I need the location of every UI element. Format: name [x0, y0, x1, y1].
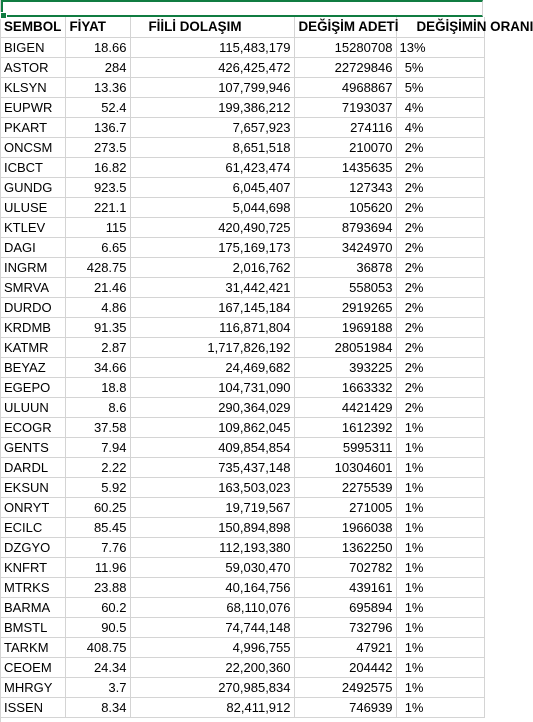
header-row: [1, 17, 484, 37]
cell-price[interactable]: 115: [65, 217, 130, 237]
cell-change-ratio[interactable]: 2%: [396, 197, 484, 217]
cell-price[interactable]: 8.6: [65, 397, 130, 417]
cell-symbol[interactable]: EKSUN: [1, 477, 65, 497]
table-row: [1, 497, 484, 517]
cell-symbol[interactable]: ASTOR: [1, 57, 65, 77]
cell-change-ratio[interactable]: 1%: [396, 617, 484, 637]
cell-change-ratio[interactable]: 2%: [396, 217, 484, 237]
header-cell-symbol[interactable]: SEMBOL: [1, 17, 65, 37]
cell-float[interactable]: 420,490,725: [130, 217, 294, 237]
cell-change-ratio[interactable]: 2%: [396, 257, 484, 277]
cell-change-ratio[interactable]: 2%: [396, 137, 484, 157]
cell-symbol[interactable]: INGRM: [1, 257, 65, 277]
table-row: [1, 37, 484, 57]
cell-change-count[interactable]: 2492575: [294, 677, 396, 697]
cell-price[interactable]: 18.8: [65, 377, 130, 397]
cell-symbol[interactable]: ONRYT: [1, 497, 65, 517]
cell-float[interactable]: 270,985,834: [130, 677, 294, 697]
cell-price[interactable]: 6.65: [65, 237, 130, 257]
table-row: [1, 257, 484, 277]
cell-float[interactable]: 167,145,184: [130, 297, 294, 317]
cell-change-count[interactable]: 1435635: [294, 157, 396, 177]
cell-change-ratio[interactable]: 1%: [396, 657, 484, 677]
cell-float[interactable]: 4,996,755: [130, 637, 294, 657]
cell-change-count[interactable]: 732796: [294, 617, 396, 637]
table-row: [1, 277, 484, 297]
cell-price[interactable]: 273.5: [65, 137, 130, 157]
cell-price[interactable]: 21.46: [65, 277, 130, 297]
cell-change-ratio[interactable]: 1%: [396, 697, 484, 717]
table-row: [1, 397, 484, 417]
cell-change-ratio[interactable]: 1%: [396, 417, 484, 437]
cell-change-count[interactable]: 22729846: [294, 57, 396, 77]
cell-price[interactable]: 18.66: [65, 37, 130, 57]
table-row: [1, 97, 484, 117]
cell-symbol[interactable]: PKART: [1, 117, 65, 137]
cell-price[interactable]: 24.34: [65, 657, 130, 677]
cell-change-count[interactable]: 3424970: [294, 237, 396, 257]
cell-price[interactable]: 4.86: [65, 297, 130, 317]
cell-float[interactable]: 19,719,567: [130, 497, 294, 517]
cell-symbol[interactable]: KLSYN: [1, 77, 65, 97]
cell-price[interactable]: 60.2: [65, 597, 130, 617]
cell-price[interactable]: 7.94: [65, 437, 130, 457]
cell-price[interactable]: 90.5: [65, 617, 130, 637]
cell-float[interactable]: 7,657,923: [130, 117, 294, 137]
cell-float[interactable]: 68,110,076: [130, 597, 294, 617]
cell-change-count[interactable]: 2919265: [294, 297, 396, 317]
table-row: [1, 77, 484, 97]
cell-symbol[interactable]: CEOEM: [1, 657, 65, 677]
cell-change-count[interactable]: 105620: [294, 197, 396, 217]
table-row: [1, 297, 484, 317]
cell-symbol[interactable]: ULUSE: [1, 197, 65, 217]
cell-float[interactable]: 163,503,023: [130, 477, 294, 497]
cell-change-ratio[interactable]: 1%: [396, 677, 484, 697]
cell-symbol[interactable]: BARMA: [1, 597, 65, 617]
table-row: [1, 217, 484, 237]
table-row: [1, 697, 484, 717]
table-row: [1, 617, 484, 637]
cell-float[interactable]: 31,442,421: [130, 277, 294, 297]
cell-change-count[interactable]: 4421429: [294, 397, 396, 417]
cell-change-count[interactable]: 271005: [294, 497, 396, 517]
cell-change-ratio[interactable]: 2%: [396, 297, 484, 317]
table-row: [1, 457, 484, 477]
cell-symbol[interactable]: ECILC: [1, 517, 65, 537]
cell-change-count[interactable]: 47921: [294, 637, 396, 657]
cell-symbol[interactable]: GENTS: [1, 437, 65, 457]
cell-symbol[interactable]: KRDMB: [1, 317, 65, 337]
table-row: [1, 157, 484, 177]
cell-symbol[interactable]: DARDL: [1, 457, 65, 477]
cell-symbol[interactable]: MTRKS: [1, 577, 65, 597]
table-row: [1, 377, 484, 397]
cell-price[interactable]: 60.25: [65, 497, 130, 517]
cell-change-count[interactable]: 15280708: [294, 37, 396, 57]
cell-change-ratio[interactable]: 4%: [396, 117, 484, 137]
cell-change-count[interactable]: 1966038: [294, 517, 396, 537]
cell-price[interactable]: 52.4: [65, 97, 130, 117]
table-row: [1, 557, 484, 577]
fill-handle[interactable]: [0, 12, 7, 19]
cell-price[interactable]: 11.96: [65, 557, 130, 577]
cell-change-count[interactable]: 1663332: [294, 377, 396, 397]
cell-symbol[interactable]: ULUUN: [1, 397, 65, 417]
cell-float[interactable]: 6,045,407: [130, 177, 294, 197]
cell-symbol[interactable]: ONCSM: [1, 137, 65, 157]
cell-change-count[interactable]: 558053: [294, 277, 396, 297]
cell-float[interactable]: 175,169,173: [130, 237, 294, 257]
cell-change-count[interactable]: 2275539: [294, 477, 396, 497]
cell-float[interactable]: 409,854,854: [130, 437, 294, 457]
cell-float[interactable]: 22,200,360: [130, 657, 294, 677]
cell-symbol[interactable]: MHRGY: [1, 677, 65, 697]
cell-change-count[interactable]: 1969188: [294, 317, 396, 337]
cell-change-ratio[interactable]: 13%: [396, 37, 484, 57]
cell-change-count[interactable]: 204442: [294, 657, 396, 677]
cell-change-count[interactable]: 4968867: [294, 77, 396, 97]
table-row: [1, 337, 484, 357]
header-cell-change-count[interactable]: DEĞİŞİM ADETİ: [294, 17, 396, 37]
cell-symbol[interactable]: BIGEN: [1, 37, 65, 57]
table-row: [1, 357, 484, 377]
table-row: [1, 537, 484, 557]
table-row: [1, 577, 484, 597]
table-row: [1, 317, 484, 337]
cell-float[interactable]: 112,193,380: [130, 537, 294, 557]
cell-price[interactable]: 5.92: [65, 477, 130, 497]
cell-change-count[interactable]: 695894: [294, 597, 396, 617]
cell-symbol[interactable]: BMSTL: [1, 617, 65, 637]
cell-float[interactable]: 109,862,045: [130, 417, 294, 437]
cell-price[interactable]: 923.5: [65, 177, 130, 197]
header-cell-float[interactable]: FİİLİ DOLAŞIM: [130, 17, 294, 37]
header-cell-price[interactable]: FİYAT: [65, 17, 130, 37]
cell-float[interactable]: 74,744,148: [130, 617, 294, 637]
table-row: [1, 177, 484, 197]
cell-change-count[interactable]: 1612392: [294, 417, 396, 437]
cell-price[interactable]: 2.22: [65, 457, 130, 477]
header-cell-change-ratio[interactable]: DEĞİŞİMİN ORANI: [396, 17, 484, 37]
cell-symbol[interactable]: SMRVA: [1, 277, 65, 297]
cell-price[interactable]: 3.7: [65, 677, 130, 697]
table-row: [1, 517, 484, 537]
cell-change-count[interactable]: 1362250: [294, 537, 396, 557]
table-row: [1, 597, 484, 617]
cell-price[interactable]: 136.7: [65, 117, 130, 137]
cell-float[interactable]: 115,483,179: [130, 37, 294, 57]
cell-float[interactable]: 199,386,212: [130, 97, 294, 117]
cell-change-ratio[interactable]: 2%: [396, 377, 484, 397]
cell-change-ratio[interactable]: 2%: [396, 337, 484, 357]
cell-change-ratio[interactable]: 2%: [396, 177, 484, 197]
cell-float[interactable]: 290,364,029: [130, 397, 294, 417]
cell-change-ratio[interactable]: 1%: [396, 597, 484, 617]
cell-symbol[interactable]: ECOGR: [1, 417, 65, 437]
cell-change-count[interactable]: 274116: [294, 117, 396, 137]
cell-price[interactable]: 13.36: [65, 77, 130, 97]
cell-float[interactable]: 82,411,912: [130, 697, 294, 717]
data-table: [1, 17, 533, 718]
cell-float[interactable]: 24,469,682: [130, 357, 294, 377]
cell-change-ratio[interactable]: 1%: [396, 477, 484, 497]
cell-change-ratio[interactable]: 2%: [396, 357, 484, 377]
cell-change-ratio[interactable]: 1%: [396, 637, 484, 657]
cell-price[interactable]: 221.1: [65, 197, 130, 217]
cell-change-count[interactable]: 439161: [294, 577, 396, 597]
table-row: [1, 417, 484, 437]
cell-change-ratio[interactable]: 5%: [396, 57, 484, 77]
cell-change-ratio[interactable]: 1%: [396, 557, 484, 577]
cell-price[interactable]: 8.34: [65, 697, 130, 717]
cell-symbol[interactable]: KNFRT: [1, 557, 65, 577]
cell-float[interactable]: 116,871,804: [130, 317, 294, 337]
table-row: [1, 657, 484, 677]
cell-change-ratio[interactable]: 2%: [396, 157, 484, 177]
cell-change-ratio[interactable]: 2%: [396, 277, 484, 297]
cell-float[interactable]: 8,651,518: [130, 137, 294, 157]
cell-float[interactable]: 1,717,826,192: [130, 337, 294, 357]
cell-symbol[interactable]: TARKM: [1, 637, 65, 657]
cell-price[interactable]: 2.87: [65, 337, 130, 357]
table-row: [1, 477, 484, 497]
cell-price[interactable]: 37.58: [65, 417, 130, 437]
cell-change-count[interactable]: 210070: [294, 137, 396, 157]
cell-price[interactable]: 85.45: [65, 517, 130, 537]
cell-price[interactable]: 7.76: [65, 537, 130, 557]
cell-change-count[interactable]: 393225: [294, 357, 396, 377]
table-row: [1, 197, 484, 217]
cell-change-count[interactable]: 10304601: [294, 457, 396, 477]
table-body: [1, 37, 484, 717]
cell-change-count[interactable]: 28051984: [294, 337, 396, 357]
cell-change-ratio[interactable]: 2%: [396, 317, 484, 337]
cell-float[interactable]: 2,016,762: [130, 257, 294, 277]
cell-price[interactable]: 91.35: [65, 317, 130, 337]
cell-float[interactable]: 426,425,472: [130, 57, 294, 77]
cell-change-ratio[interactable]: 1%: [396, 497, 484, 517]
cell-change-ratio[interactable]: 1%: [396, 577, 484, 597]
table-row: [1, 137, 484, 157]
cell-change-ratio[interactable]: 1%: [396, 437, 484, 457]
cell-price[interactable]: 428.75: [65, 257, 130, 277]
cell-change-ratio[interactable]: 2%: [396, 397, 484, 417]
cell-symbol[interactable]: ISSEN: [1, 697, 65, 717]
cell-change-ratio[interactable]: 1%: [396, 517, 484, 537]
cell-float[interactable]: 61,423,474: [130, 157, 294, 177]
cell-float[interactable]: 104,731,090: [130, 377, 294, 397]
cell-change-count[interactable]: 746939: [294, 697, 396, 717]
selected-row[interactable]: [1, 0, 483, 17]
cell-float[interactable]: 40,164,756: [130, 577, 294, 597]
cell-change-count[interactable]: 36878: [294, 257, 396, 277]
cell-symbol[interactable]: DURDO: [1, 297, 65, 317]
cell-change-count[interactable]: 5995311: [294, 437, 396, 457]
cell-change-ratio[interactable]: 2%: [396, 237, 484, 257]
cell-symbol[interactable]: DZGYO: [1, 537, 65, 557]
cell-price[interactable]: 284: [65, 57, 130, 77]
cell-symbol[interactable]: EUPWR: [1, 97, 65, 117]
cell-symbol[interactable]: ICBCT: [1, 157, 65, 177]
cell-change-count[interactable]: 127343: [294, 177, 396, 197]
cell-symbol[interactable]: BEYAZ: [1, 357, 65, 377]
cell-symbol[interactable]: KTLEV: [1, 217, 65, 237]
cell-price[interactable]: 408.75: [65, 637, 130, 657]
cell-float[interactable]: 735,437,148: [130, 457, 294, 477]
cell-change-count[interactable]: 7193037: [294, 97, 396, 117]
cell-float[interactable]: 5,044,698: [130, 197, 294, 217]
table-row: [1, 437, 484, 457]
cell-symbol[interactable]: KATMR: [1, 337, 65, 357]
cell-change-ratio[interactable]: 1%: [396, 537, 484, 557]
cell-float[interactable]: 107,799,946: [130, 77, 294, 97]
table-row: [1, 117, 484, 137]
cell-change-count[interactable]: 702782: [294, 557, 396, 577]
cell-price[interactable]: 23.88: [65, 577, 130, 597]
cell-symbol[interactable]: DAGI: [1, 237, 65, 257]
cell-change-ratio[interactable]: 4%: [396, 97, 484, 117]
table-row: [1, 237, 484, 257]
table-row: [1, 637, 484, 657]
cell-price[interactable]: 34.66: [65, 357, 130, 377]
table-row: [1, 57, 484, 77]
cell-float[interactable]: 59,030,470: [130, 557, 294, 577]
cell-change-count[interactable]: 8793694: [294, 217, 396, 237]
cell-symbol[interactable]: GUNDG: [1, 177, 65, 197]
cell-float[interactable]: 150,894,898: [130, 517, 294, 537]
cell-change-ratio[interactable]: 1%: [396, 457, 484, 477]
cell-change-ratio[interactable]: 5%: [396, 77, 484, 97]
table-row: [1, 677, 484, 697]
cell-price[interactable]: 16.82: [65, 157, 130, 177]
cell-symbol[interactable]: EGEPO: [1, 377, 65, 397]
